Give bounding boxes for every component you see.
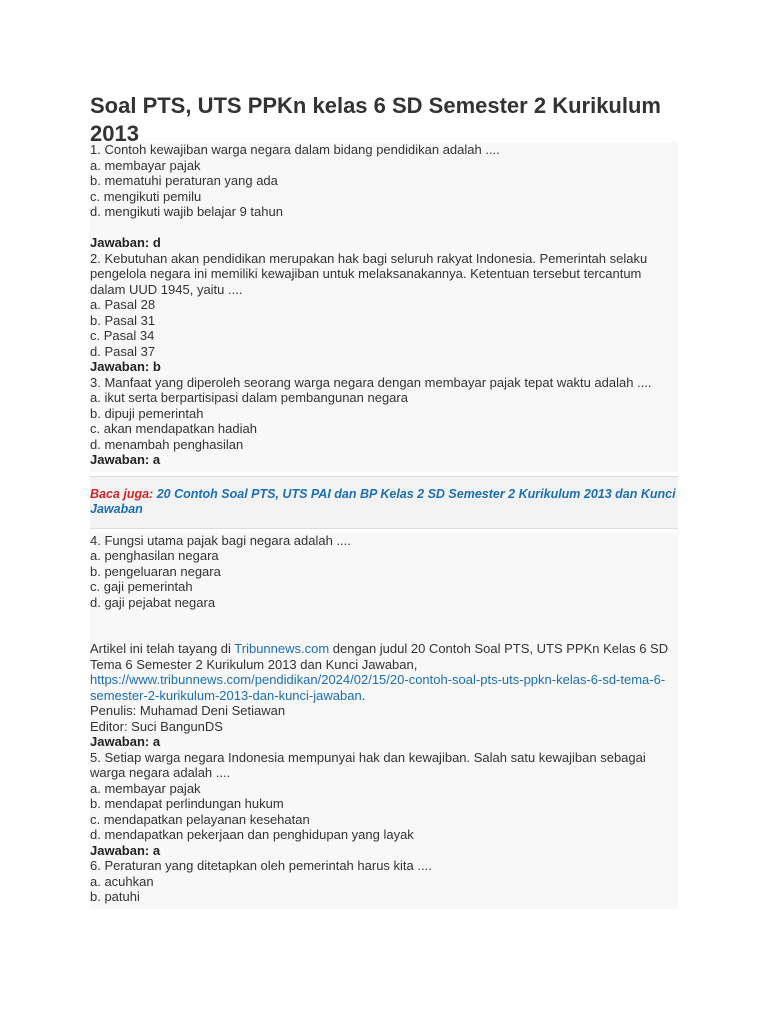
question-4-option-c: c. gaji pemerintah (90, 579, 193, 594)
questions-block-1 (90, 142, 678, 472)
question-5-option-c: c. mendapatkan pelayanan kesehatan (90, 811, 310, 827)
question-1-answer: Jawaban: d (90, 235, 161, 250)
question-1-option-c: c. mengikuti pemilu (90, 188, 202, 204)
baca-juga-label: Baca juga: (90, 486, 154, 501)
attribution-prefix: Artikel ini telah tayang di (90, 641, 235, 656)
tribunnews-link[interactable]: Tribunnews.com (234, 641, 330, 656)
question-2-option-b: b. Pasal 31 (90, 312, 156, 328)
spacer (90, 220, 678, 236)
question-2-option-c: c. Pasal 34 (90, 328, 155, 343)
question-2: 2. Kebutuhan akan pendidikan merupakan hak bagi seluruh rakyat Indonesia. Pemerintah selaku pengelola negara ini memiliki kewajiban untuk melaksanakannya. Ketentuan tersebut tercantum dalam UUD 1945, yaitu .... (90, 250, 648, 297)
question-3-option-d: d. menambah penghasilan (90, 436, 244, 452)
article-url-link[interactable]: https://www.tribunnews.com/pendidikan/2024/02/15/20-contoh-soal-pts-uts-ppkn-kelas-6-sd-tema-6-semester-2-kurikulum-2013-dan-kunci-jawaban (90, 672, 666, 703)
question-3: 3. Manfaat yang diperoleh seorang warga negara dengan membayar pajak tepat waktu adalah .... (90, 374, 652, 390)
question-4-answer: Jawaban: a (90, 734, 161, 749)
spacer (90, 610, 678, 641)
question-1: 1. Contoh kewajiban warga negara dalam bidang pendidikan adalah .... (90, 142, 500, 157)
question-1-option-d: d. mengikuti wajib belajar 9 tahun (90, 204, 283, 219)
question-4: 4. Fungsi utama pajak bagi negara adalah .... (90, 532, 351, 548)
question-6-option-b: b. patuhi (90, 889, 140, 904)
question-5-answer: Jawaban: a (90, 842, 161, 858)
question-5-option-d: d. mendapatkan pekerjaan dan penghidupan yang layak (90, 827, 414, 842)
question-6-option-a: a. acuhkan (90, 873, 154, 889)
question-2-option-a: a. Pasal 28 (90, 297, 156, 312)
editor-line: Editor: Suci BangunDS (90, 718, 223, 734)
attribution-middle: dengan judul 20 Contoh Soal PTS, UTS PPKn Kelas 6 SD Tema 6 Semester 2 Kurikulum 2013 dan Kunci Jawaban, (90, 641, 669, 672)
question-6: 6. Peraturan yang ditetapkan oleh pemerintah harus kita .... (90, 858, 432, 873)
questions-block-2 (90, 533, 678, 909)
baca-juga-box (90, 476, 678, 529)
attribution-suffix: . (361, 687, 366, 703)
question-1-option-a: a. membayar pajak (90, 157, 201, 173)
question-5-option-a: a. membayar pajak (90, 780, 201, 796)
question-4-option-a: a. penghasilan negara (90, 548, 219, 563)
page-title: Soal PTS, UTS PPKn kelas 6 SD Semester 2 Kurikulum 2013 (90, 93, 661, 146)
question-3-option-b: b. dipuji pemerintah (90, 405, 204, 421)
question-5-option-b: b. mendapat perlindungan hukum (90, 796, 284, 811)
question-4-option-d: d. gaji pejabat negara (90, 594, 216, 610)
author-line: Penulis: Muhamad Deni Setiawan (90, 703, 286, 718)
question-5: 5. Setiap warga negara Indonesia mempunyai hak dan kewajiban. Salah satu kewajiban sebagai warga negara adalah .... (90, 749, 646, 780)
question-1-option-b: b. mematuhi peraturan yang ada (90, 173, 278, 188)
baca-juga-link[interactable]: 20 Contoh Soal PTS, UTS PAI dan BP Kelas 2 SD Semester 2 Kurikulum 2013 dan Kunci Jawaban (90, 486, 676, 516)
question-2-option-d: d. Pasal 37 (90, 343, 156, 359)
question-4-option-b: b. pengeluaran negara (90, 563, 221, 579)
article-content (90, 92, 678, 909)
article-attribution (90, 641, 678, 703)
question-3-option-a: a. ikut serta berpartisipasi dalam pembangunan negara (90, 390, 408, 405)
question-2-answer: Jawaban: b (90, 359, 161, 374)
question-3-option-c: c. akan mendapatkan hadiah (90, 421, 257, 436)
question-3-answer: Jawaban: a (90, 452, 161, 467)
